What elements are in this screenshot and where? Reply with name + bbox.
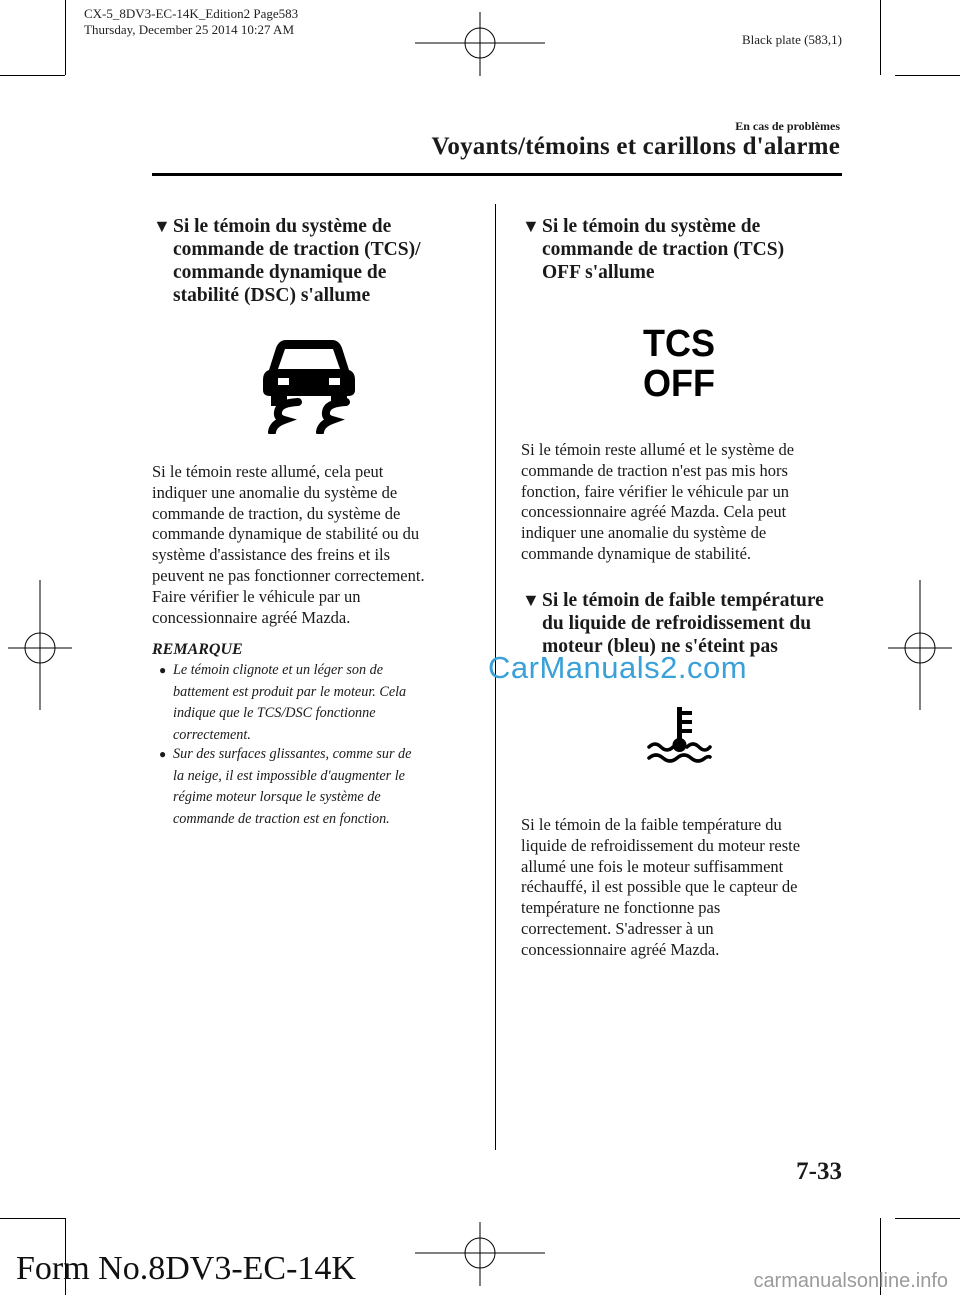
body-tcs-off bbox=[521, 440, 851, 565]
heading-line: commande dynamique de bbox=[173, 262, 387, 283]
note-line: commande de traction est en fonction. bbox=[173, 810, 390, 827]
registration-mark-left bbox=[8, 580, 72, 710]
heading-line: Si le témoin du système de bbox=[173, 216, 392, 237]
remarque-label: REMARQUE bbox=[152, 641, 243, 658]
body-line: Si le témoin reste allumé, cela peut bbox=[152, 462, 384, 481]
body-coolant bbox=[521, 815, 851, 961]
off-icon-text: OFF bbox=[643, 363, 715, 402]
registration-mark-right bbox=[888, 580, 952, 710]
note-line: régime moteur lorsque le système de bbox=[173, 789, 381, 805]
note-line: correctement. bbox=[173, 726, 251, 743]
section-label: En cas de problèmes bbox=[735, 119, 840, 133]
note-line: la neige, il est impossible d'augmenter le bbox=[173, 767, 405, 784]
body-line: peuvent ne pas fonctionner correctement. bbox=[152, 565, 425, 585]
date-line: Thursday, December 25 2014 10:27 AM bbox=[84, 22, 295, 37]
tcs-off-icon bbox=[640, 322, 718, 402]
footer-watermark: carmanualsonline.info bbox=[753, 1270, 948, 1292]
crop-mark bbox=[0, 1218, 65, 1219]
traction-control-icon bbox=[262, 336, 356, 434]
body-line: commande de traction n'est pas mis hors bbox=[521, 460, 788, 480]
heading-line: moteur (bleu) ne s'éteint pas bbox=[542, 636, 778, 657]
header-rule bbox=[152, 173, 842, 176]
heading-tcs-off bbox=[522, 215, 842, 284]
body-line: Faire vérifier le véhicule par un bbox=[152, 586, 361, 606]
bullet-marker: ● bbox=[159, 663, 167, 677]
registration-mark-top bbox=[415, 12, 545, 76]
heading-line: Si le témoin de faible température bbox=[542, 590, 824, 611]
bullet-marker: ● bbox=[159, 747, 167, 761]
body-line: fonction, faire vérifier le véhicule par un bbox=[521, 481, 789, 501]
heading-coolant bbox=[522, 589, 852, 658]
form-number: Form No.8DV3-EC-14K bbox=[16, 1250, 356, 1287]
note-item bbox=[159, 660, 493, 746]
triangle-marker: ▼ bbox=[522, 590, 540, 610]
body-line: commande dynamique de stabilité. bbox=[521, 543, 752, 563]
body-line: concessionnaire agréé Mazda. bbox=[521, 939, 720, 959]
plate-label: Black plate (583,1) bbox=[742, 32, 842, 47]
crop-mark bbox=[895, 75, 960, 76]
heading-line: commande de traction (TCS)/ bbox=[173, 239, 421, 260]
body-line: correctement. S'adresser à un bbox=[521, 918, 714, 938]
note-line: indique que le TCS/DSC fonctionne bbox=[173, 705, 376, 721]
body-line: système d'assistance des freins et ils bbox=[152, 545, 391, 565]
body-line: allumé une fois le moteur suffisamment bbox=[521, 856, 784, 876]
note-line: battement est produit par le moteur. Cela bbox=[173, 683, 407, 700]
heading-line: du liquide de refroidissement du bbox=[542, 613, 812, 634]
body-line: liquide de refroidissement du moteur reste bbox=[521, 835, 801, 855]
section-title: Voyants/témoins et carillons d'alarme bbox=[431, 133, 840, 160]
watermark: CarManuals2.com bbox=[488, 650, 748, 685]
heading-line: commande de traction (TCS) bbox=[542, 239, 785, 260]
heading-line: OFF s'allume bbox=[542, 262, 655, 283]
crop-mark bbox=[65, 0, 66, 75]
tcs-icon-text: TCS bbox=[643, 323, 715, 365]
file-line: CX-5_8DV3-EC-14K_Edition2 Page583 bbox=[84, 6, 299, 21]
note-item bbox=[159, 744, 493, 830]
heading-line: stabilité (DSC) s'allume bbox=[173, 285, 371, 306]
crop-mark bbox=[895, 1218, 960, 1219]
note-line: Le témoin clignote et un léger son de bbox=[173, 662, 384, 678]
body-line: commande de traction, du système de bbox=[152, 503, 401, 523]
coolant-temperature-icon bbox=[646, 705, 712, 767]
crop-mark bbox=[880, 0, 881, 75]
heading-tcs-dsc bbox=[153, 215, 483, 307]
body-line: concessionnaire agréé Mazda. bbox=[152, 607, 351, 627]
body-line: température ne fonctionne pas bbox=[521, 898, 721, 918]
file-info bbox=[84, 6, 298, 38]
body-line: indiquer une anomalie du système de bbox=[521, 523, 767, 543]
triangle-marker: ▼ bbox=[522, 216, 540, 236]
body-line: Si le témoin de la faible température du bbox=[521, 815, 782, 834]
body-line: réchauffé, il est possible que le capteur de bbox=[521, 877, 798, 897]
triangle-marker: ▼ bbox=[153, 216, 171, 236]
page-number: 7-33 bbox=[796, 1158, 842, 1185]
crop-mark bbox=[0, 75, 65, 76]
body-line: concessionnaire agréé Mazda. Cela peut bbox=[521, 502, 787, 522]
note-line: Sur des surfaces glissantes, comme sur de bbox=[173, 746, 412, 762]
body-line: indiquer une anomalie du système de bbox=[152, 482, 398, 502]
body-line: commande dynamique de stabilité ou du bbox=[152, 524, 420, 544]
heading-line: Si le témoin du système de bbox=[542, 216, 761, 237]
registration-mark-bottom bbox=[415, 1222, 545, 1286]
body-line: Si le témoin reste allumé et le système de bbox=[521, 440, 795, 459]
body-tcs-dsc bbox=[152, 462, 492, 628]
